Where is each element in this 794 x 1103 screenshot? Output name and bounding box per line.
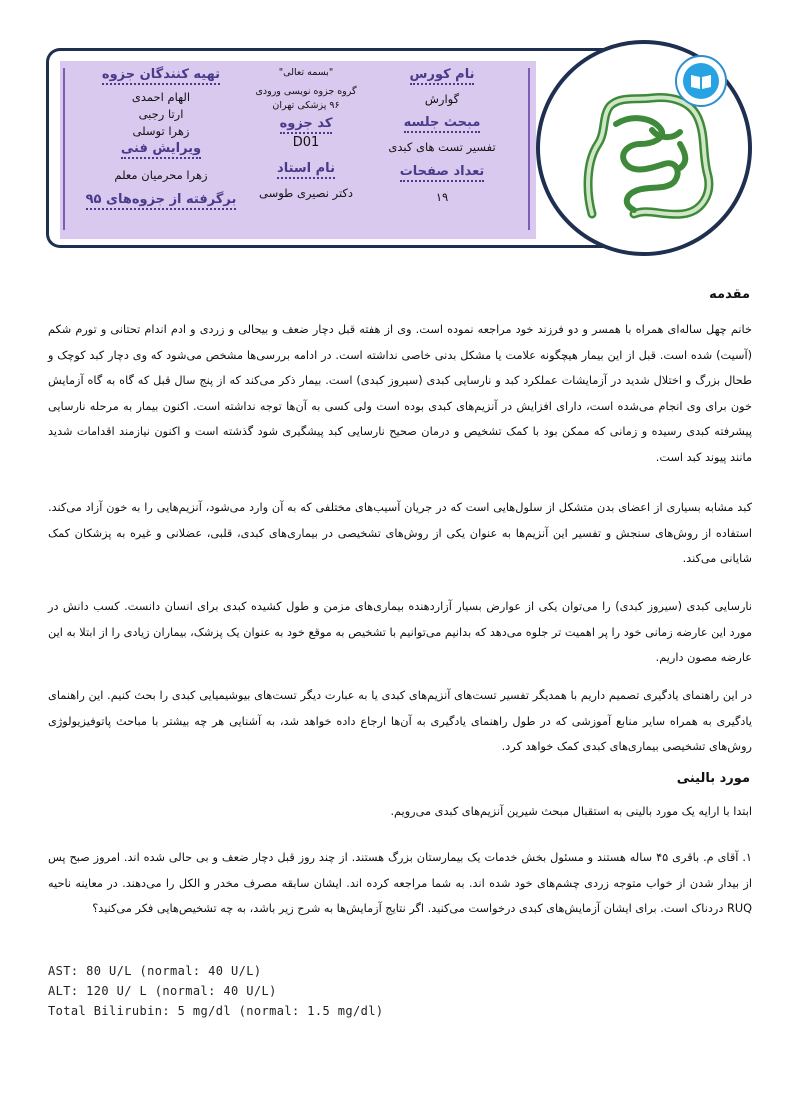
author-name: ارتا رجبی <box>138 107 184 121</box>
intro-paragraph: نارسایی کبدی (سیروز کبدی) را می‌توان یکی از عوارض بسیار آزاردهنده بیماری‌های مزمن و طول کشیده کبدی برای انسان دانست. کسب دانش در مورد این عارضه زمانی خود را پر اهمیت تر جلوه می‌دهد که بدانیم می‌توانیم با تشخیص به موقع خود به عنوان یک پزشک، بیماران زیادی را از ابتلا به این عارضه مصون داریم. <box>48 600 752 664</box>
topic-value: تفسیر تست های کبدی <box>388 140 496 154</box>
header-authors-column <box>82 66 240 210</box>
clinical-case-text: ۱. آقای م. باقری ۴۵ ساله هستند و مسئول بخش خدمات یک بیمارستان بزرگ هستند. از چند روز قبل دچار ضعف و بی حالی شده اند. امروز صبح پس از بیدار شدن از خواب متوجه زردی چشم‌های خود شده اند. به شما مراجعه کرده اند. ایشان سابقه مصرف مخدر و الکل را می‌دهند. در معاینه ناحیه RUQ دردناک است. برای ایشان آزمایش‌های کبدی درخواست می‌کنید. اگر نتایج آزمایش‌ها به شرح زیر باشد، به چه تشخیص‌هایی فکر می‌کنید؟ <box>48 851 752 915</box>
pages-label: تعداد صفحات <box>400 163 485 182</box>
code-value: D01 <box>292 135 320 150</box>
pages-value: ۱۹ <box>435 190 449 204</box>
group-line-2: ۹۶ پزشکی تهران <box>272 100 340 111</box>
teacher-label: نام استاد <box>277 160 335 179</box>
intro-paragraph: کبد مشابه بسیاری از اعضای بدن متشکل از سلول‌هایی است که در جریان آسیب‌های مختلفی که به آن وارد می‌شود، آنزیم‌هایی را به خون آزاد می‌کند. استفاده از روش‌های سنجش و تفسیر این آنزیم‌ها به عنوان یکی از روش‌های تشخیصی در بیماری‌های کبدی، قلبی، عضلانی و غیره به پزشکان کمک شایانی می‌کند. <box>48 501 752 565</box>
basmala: "بسمه تعالی" <box>278 67 334 78</box>
course-label: نام کورس <box>410 66 475 85</box>
header-divider <box>63 68 65 230</box>
editor-value: زهرا محرمیان معلم <box>114 168 208 182</box>
course-value: گوارش <box>424 92 460 106</box>
group-line-1: گروه جزوه نویسی ورودی <box>255 86 357 97</box>
editor-label: ویرایش فنی <box>121 140 201 159</box>
topic-label: مبحث جلسه <box>404 114 481 133</box>
header-course-column <box>372 66 512 206</box>
intro-title: مقدمه <box>709 287 750 302</box>
header-middle-column <box>240 66 372 202</box>
authors-label: تهیه کنندگان جزوه <box>102 66 220 85</box>
source-label: برگرفته از جزوه‌های ۹۵ <box>86 191 237 210</box>
author-name: زهرا توسلی <box>132 124 190 138</box>
book-logo-icon <box>675 55 727 107</box>
author-name: الهام احمدی <box>131 90 191 104</box>
lab-result: Total Bilirubin: 5 mg/dl (normal: 1.5 mg/dl) <box>48 1004 384 1018</box>
clinical-intro: ابتدا با ارایه یک مورد بالینی به استقبال مبحث شیرین آنزیم‌های کبدی می‌رویم. <box>390 805 752 818</box>
clinical-title: مورد بالینی <box>676 771 750 786</box>
lab-result: ALT: 120 U/ L (normal: 40 U/L) <box>48 984 277 998</box>
open-book-icon <box>683 63 719 99</box>
teacher-value: دکتر نصیری طوسی <box>258 186 354 200</box>
intro-paragraph: در این راهنمای یادگیری تصمیم داریم با همدیگر تفسیر تست‌های آنزیم‌های کبدی یا به عبارت دیگر تست‌های بیوشیمیایی کبدی را بحث کنیم. این راهنمای یادگیری به همراه سایر منابع آموزشی که در طول راهنمای یادگیری به آن‌ها ارجاع داده خواهد شد، به آشنایی هر چه بیشتر با مباحث پاتوفیزیولوژی روش‌های تشخیصی بیماری‌های کبدی کمک خواهد کرد. <box>48 689 752 753</box>
intro-paragraph: خانم چهل ساله‌ای همراه با همسر و دو فرزند خود مراجعه نموده است. وی از هفته قبل دچار ضعف و بیحالی و زردی و ادم اندام تحتانی و تورم شکم (آسیت) شده است. قبل از این بیمار هیچگونه علامت یا مشکل بدنی خاصی نداشته است. در ادامه بررسی‌ها مشخص می‌شود که وی دچار کبد کوچک و طحال بزرگ و اختلال شدید در آزمایشات عملکرد کبد و نارسایی کبدی (سیروز کبدی) است. بیمار ذکر می‌کند که از پنج سال قبل که گاه به گاه آزمایش خون برای وی انجام می‌شده است، دارای افزایش در آنزیم‌های کبدی بوده است ولی کسی به آن‌ها توجه نداشته است. اکنون بیمار به مرحله نارسایی پیشرفته کبدی رسیده و زمانی که ممکن بود با کمک تشخیص و درمان صحیح نارسایی کبد پیشگیری شود گذشته است و اکنون نیازمند اقدامات شدید مانند پیوند کبد است. <box>48 323 752 464</box>
lab-result: AST: 80 U/L (normal: 40 U/L) <box>48 964 262 978</box>
code-label: کد جزوه <box>280 115 333 134</box>
header-divider <box>528 68 530 230</box>
